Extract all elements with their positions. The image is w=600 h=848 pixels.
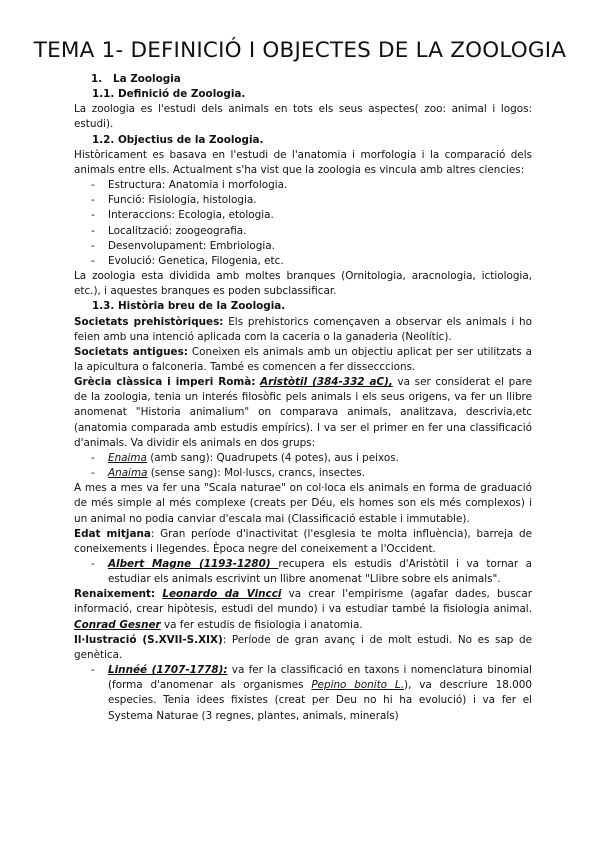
dash-bullet: - — [91, 254, 95, 267]
renaissance-label: Renaixement: — [74, 588, 156, 601]
enlightenment-label: Il·lustració (S.XVII-S.XIX) — [74, 633, 223, 646]
linnaeus-text-1: va fer la classificació en taxons i nomenclatura binomial (forma d'anomenar als organismes — [108, 664, 532, 692]
list-item-text: Localització: zoogeografia. — [108, 224, 247, 237]
ancient-paragraph — [74, 345, 532, 375]
middle-ages-list — [74, 557, 532, 587]
prehistoric-label: Societats prehistòriques: — [74, 315, 224, 328]
prehistoric-paragraph — [74, 315, 532, 345]
page-title: TEMA 1- DEFINICIÓ I OBJECTES DE LA ZOOLOGIA — [33, 38, 567, 63]
section-number: 1. — [91, 73, 103, 85]
section-label: La Zoologia — [113, 73, 181, 85]
scala-naturae-paragraph: A mes a mes va fer una "Scala naturae" on col·loca els animals en forma de graduació de més simple al més complexe (creats per Déu, els homes son els més complexos) i un animal no podia canviar d'escala mai (Classificació estable i immutable). — [74, 482, 532, 525]
list-item — [74, 193, 532, 208]
enlightenment-paragraph — [74, 633, 532, 663]
middle-ages-paragraph — [74, 527, 532, 557]
list-item-text: Evolució: Genetica, Filogenia, etc. — [108, 254, 284, 267]
document-body — [74, 72, 532, 724]
linnaeus-name: Linnéé (1707-1778): — [108, 664, 228, 677]
list-item-text: Estructura: Anatomia i morfologia. — [108, 179, 288, 192]
list-item — [74, 224, 532, 239]
group-text: (amb sang): Quadrupets (4 potes), aus i peixos. — [146, 451, 399, 464]
dash-bullet: - — [91, 209, 95, 222]
branches-paragraph: La zoologia esta dividida amb moltes branques (Ornitologia, aracnologia, ictiologia, etc.), i aquestes branques es poden subclassificar. — [74, 270, 532, 298]
list-item — [74, 663, 532, 724]
sciences-list — [74, 178, 532, 269]
leonardo-name: Leonardo da Vincci — [162, 588, 282, 601]
linnaeus-text-2: ), va descriure 18.000 especies. Tenia idees fixistes (creat per Deu no hi ha evolució) i va fer el Systema Naturae (3 regnes, plantes, animals, minerals) — [108, 679, 533, 722]
albert-magne-name: Albert Magne (1193-1280) — [108, 558, 279, 570]
dash-bullet: - — [91, 664, 95, 677]
ancient-text: Coneixen els animals amb un objectiu aplicat per ser utilitzats a la apicultura o falconeria. També es comencen a fer dissecccions. — [74, 345, 532, 373]
dash-bullet: - — [91, 194, 95, 207]
dash-bullet: - — [91, 224, 95, 237]
gesner-text: va fer estudis de fisiologia i anatomia. — [160, 618, 363, 631]
greece-text: va ser considerat el pare de la zoologia, tenia un interés filosòfic pels animals i els seus origens, va fer un llibre anomenat "Historia animalium" on comparava animals, analitzava, descrivia,etc (anatomia comparada amb estudis empírics). I va ser el primer en fer una classificació d'animals. Va dividir els animals en dos grups: — [74, 376, 533, 449]
definition-paragraph: La zoologia es l'estudi dels animals en tots els seus aspectes( zoo: animal i logos: estudi). — [74, 103, 532, 131]
list-item — [74, 557, 532, 587]
prehistoric-text: Els prehistorics començaven a observar els animals i ho feien amb una intenció aplicada com la caceria o la ganaderia (Neolític). — [74, 315, 532, 343]
enlightenment-list — [74, 663, 532, 724]
list-item — [74, 208, 532, 223]
subsection-heading-objectius: 1.2. Objectius de la Zoologia. — [92, 133, 264, 146]
middle-ages-label: Edat mitjana — [74, 527, 151, 540]
species-name: Pepino bonito L. — [311, 679, 405, 692]
dash-bullet: - — [91, 558, 95, 570]
list-item-text: Funció: Fisiologia, histologia. — [108, 194, 257, 207]
ancient-label: Societats antigues: — [74, 345, 188, 358]
list-item — [74, 239, 532, 254]
aristotle-name: Aristòtil (384-332 aC), — [260, 376, 393, 389]
group-text: (sense sang): Mol·luscs, crancs, insectes. — [147, 467, 366, 480]
list-item-text: Interaccions: Ecologia, etologia. — [108, 209, 274, 222]
subsection-heading-historia: 1.3. Història breu de la Zoologia. — [92, 300, 286, 313]
enlightenment-text: : Període de gran avanç i de molt estudi. No es sap de genètica. — [74, 633, 532, 661]
section-heading-zoologia — [74, 72, 532, 87]
list-item — [74, 254, 532, 269]
list-item — [74, 178, 532, 193]
subsection-heading-definicio: 1.1. Definició de Zoologia. — [92, 88, 246, 101]
dash-bullet: - — [91, 239, 95, 252]
group-term: Enaima — [108, 451, 147, 464]
dash-bullet: - — [91, 451, 95, 464]
renaissance-paragraph — [74, 587, 532, 632]
groups-list — [74, 451, 532, 481]
renaissance-text: va crear l'empirisme (agafar dades, buscar informació, crear hipòtesis, estudi del mundo) i va estudiar també la fisiologia animal. — [74, 588, 532, 616]
objectives-paragraph: Històricament es basava en l'estudi de l'anatomia i morfologia i la comparació dels animals entre ells. Actualment s'ha vist que la zoologia es vincula amb altres ciencies: — [74, 148, 532, 176]
list-item — [74, 466, 532, 481]
albert-magne-text: recupera els estudis d'Aristòtil i va tornar a estudiar els animals escrivint un llibre anomenat "Llibre sobre els animals". — [108, 558, 532, 586]
list-item — [74, 451, 532, 466]
list-item-text: Desenvolupament: Embriologia. — [108, 239, 275, 252]
gesner-name: Conrad Gesner — [74, 618, 161, 631]
greece-label: Grècia clàssica i imperi Romà: — [74, 376, 256, 389]
dash-bullet: - — [91, 467, 95, 480]
greece-paragraph — [74, 375, 532, 451]
dash-bullet: - — [91, 179, 95, 192]
middle-ages-text: : Gran període d'inactivitat (l'esglesia te molta influència), barreja de coneixements i llegendes. Època negre del coneixement a l'Occident. — [74, 527, 532, 555]
group-term: Anaima — [108, 467, 148, 480]
